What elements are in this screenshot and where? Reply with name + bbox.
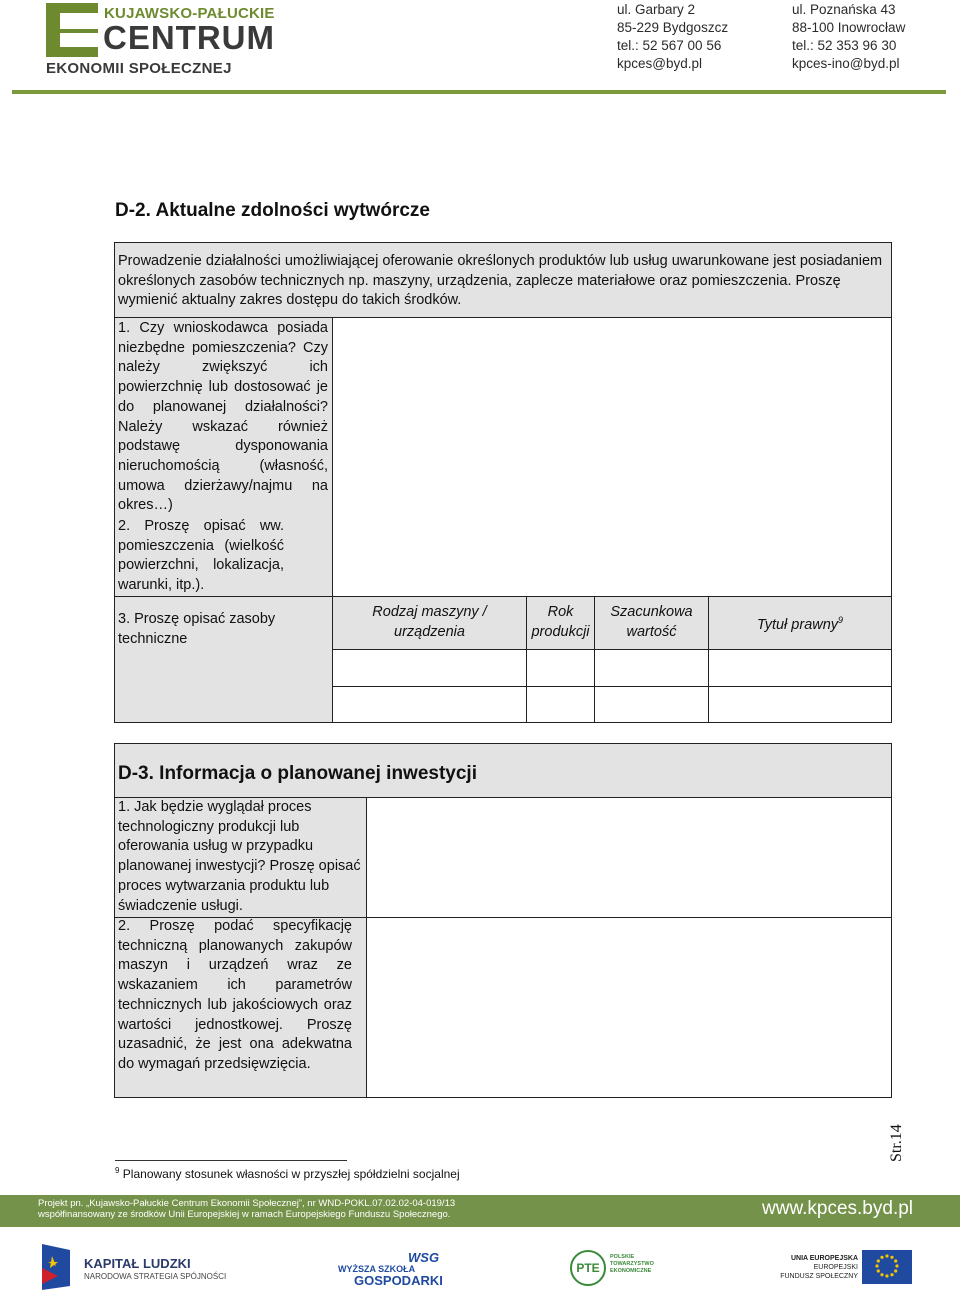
d3-q2-answer[interactable] — [366, 917, 892, 1098]
table-cell[interactable] — [526, 686, 595, 723]
table-cell[interactable] — [708, 686, 892, 723]
pte-emblem — [570, 1250, 606, 1286]
office1-line: tel.: 52 567 00 56 — [617, 38, 722, 53]
kapital-ludzki-logo — [38, 1240, 227, 1292]
pte-logo — [570, 1250, 670, 1288]
d2-question-3: 3. Proszę opisać zasoby techniczne — [118, 611, 276, 647]
logo-mark-icon — [46, 3, 98, 57]
office2-email[interactable]: kpces-ino@byd.pl — [792, 56, 900, 71]
d2-question-2: 2. Proszę opisać ww. pomieszczenia (wielkość powierzchni, lokalizacja, warunki, itp.). — [118, 518, 284, 594]
pte-text — [610, 1254, 654, 1275]
office1-line: 85-229 Bydgoszcz — [617, 20, 729, 35]
eu-logo — [780, 1250, 915, 1286]
pte-mark: PTE — [576, 1261, 600, 1275]
d2-question-1: 1. Czy wnioskodawca posiada niezbędne pomieszczenia? Czy należy zwiększyć ich powierzchnię lub dostosować je do planowanej działalności? Należy wskazać również podstawę dysponowania nieruchomością (własność, umowa dzierżawy/najmu na okres…) — [118, 320, 328, 514]
header-logo — [46, 3, 276, 77]
table-cell[interactable] — [332, 686, 527, 723]
office-inowroclaw — [792, 1, 905, 73]
logo-line2: CENTRUM — [103, 19, 275, 56]
kapital-line2: NARODOWA STRATEGIA SPÓJNOŚCI — [84, 1272, 227, 1281]
pte-line2: TOWARZYSTWO — [610, 1261, 654, 1267]
header-divider — [12, 90, 946, 94]
table-cell[interactable] — [708, 649, 892, 687]
page-number: Str.14 — [888, 1124, 905, 1162]
office2-line: 88-100 Inowrocław — [792, 20, 906, 35]
kapital-line1: KAPITAŁ LUDZKI — [84, 1256, 191, 1271]
wsg-logo — [338, 1250, 448, 1290]
table-header-value: Szacunkowa wartość — [594, 596, 709, 650]
footnote-text: Planowany stosunek własności w przyszłej spółdzielni socjalnej — [122, 1167, 460, 1181]
d2-intro: Prowadzenie działalności umożliwiającej oferowanie określonych produktów lub usług uwarunkowane jest posiadaniem określonych zasobów technicznych np. maszyny, urządzenia, zaplecze materiałowe oraz pomieszczenia. Proszę wymienić aktualny zakres dostępu do takich środków. — [118, 253, 883, 309]
legal-title-label: Tytuł prawny — [756, 616, 839, 633]
d3-question-1: 1. Jak będzie wyglądał proces technologiczny produkcji lub oferowania usług w przypadku planowanej inwestycji? Proszę opisać proces wytwarzania produktu lub świadczenie usługi. — [118, 799, 361, 914]
pte-line1: POLSKIE — [610, 1254, 635, 1260]
section-d3-title: D-3. Informacja o planowanej inwestycji — [118, 763, 477, 784]
d2-answer-field[interactable] — [332, 317, 892, 597]
eu-line3: FUNDUSZ SPOŁECZNY — [780, 1273, 858, 1280]
office2-line: ul. Poznańska 43 — [792, 2, 896, 17]
eu-flag-icon — [862, 1250, 912, 1284]
footer-line1: Projekt pn. „Kujawsko-Pałuckie Centrum Ekonomii Społecznej”, nr WND-POKL.07.02.02-04-019/13 — [38, 1198, 456, 1209]
footer-line2: współfinansowany ze środków Unii Europejskiej w ramach Europejskiego Funduszu Społecznego. — [38, 1209, 451, 1220]
table-cell[interactable] — [526, 649, 595, 687]
wsg-mark: WSG — [408, 1250, 440, 1265]
section-d2-title: D-2. Aktualne zdolności wytwórcze — [115, 200, 430, 221]
table-header-machine: Rodzaj maszyny / urządzenia — [332, 596, 527, 650]
office1-line: ul. Garbary 2 — [617, 2, 696, 17]
wsg-line1: WYŻSZA SZKOŁA — [338, 1264, 416, 1274]
d3-question-2: 2. Proszę podać specyfikację techniczną planowanych zakupów maszyn i urządzeń wraz ze wskazaniem ich parametrów technicznych lub jakościowych oraz wartości jednostkowej. Proszę uzasadnić, że jest ona adekwatna do wymagań przedsięwzięcia. — [118, 918, 352, 1072]
footnote-divider — [115, 1160, 347, 1161]
table-cell[interactable] — [332, 649, 527, 687]
footnote-ref: 9 — [838, 614, 844, 625]
footer-project-text — [38, 1198, 455, 1220]
eu-line1: UNIA EUROPEJSKA — [790, 1255, 858, 1262]
logo-line3: EKONOMII SPOŁECZNEJ — [46, 60, 232, 77]
office-bydgoszcz — [617, 1, 728, 73]
office1-email[interactable]: kpces@byd.pl — [617, 56, 702, 71]
footer-url[interactable]: www.kpces.byd.pl — [762, 1198, 914, 1219]
table-cell[interactable] — [594, 686, 709, 723]
logo-line1: KUJAWSKO-PAŁUCKIE — [104, 5, 275, 22]
eu-line2: EUROPEJSKI — [813, 1264, 858, 1271]
office2-line: tel.: 52 353 96 30 — [792, 38, 897, 53]
table-header-title — [708, 596, 892, 650]
table-header-year: Rok produkcji — [526, 596, 595, 650]
wsg-line2: GOSPODARKI — [354, 1273, 443, 1288]
d3-q1-answer[interactable] — [366, 797, 892, 918]
pte-line3: EKONOMICZNE — [610, 1268, 652, 1274]
eu-text — [780, 1254, 858, 1281]
kapital-ludzki-icon — [38, 1240, 74, 1292]
footnote — [115, 1166, 460, 1181]
footnote-number: 9 — [115, 1166, 120, 1175]
table-cell[interactable] — [594, 649, 709, 687]
